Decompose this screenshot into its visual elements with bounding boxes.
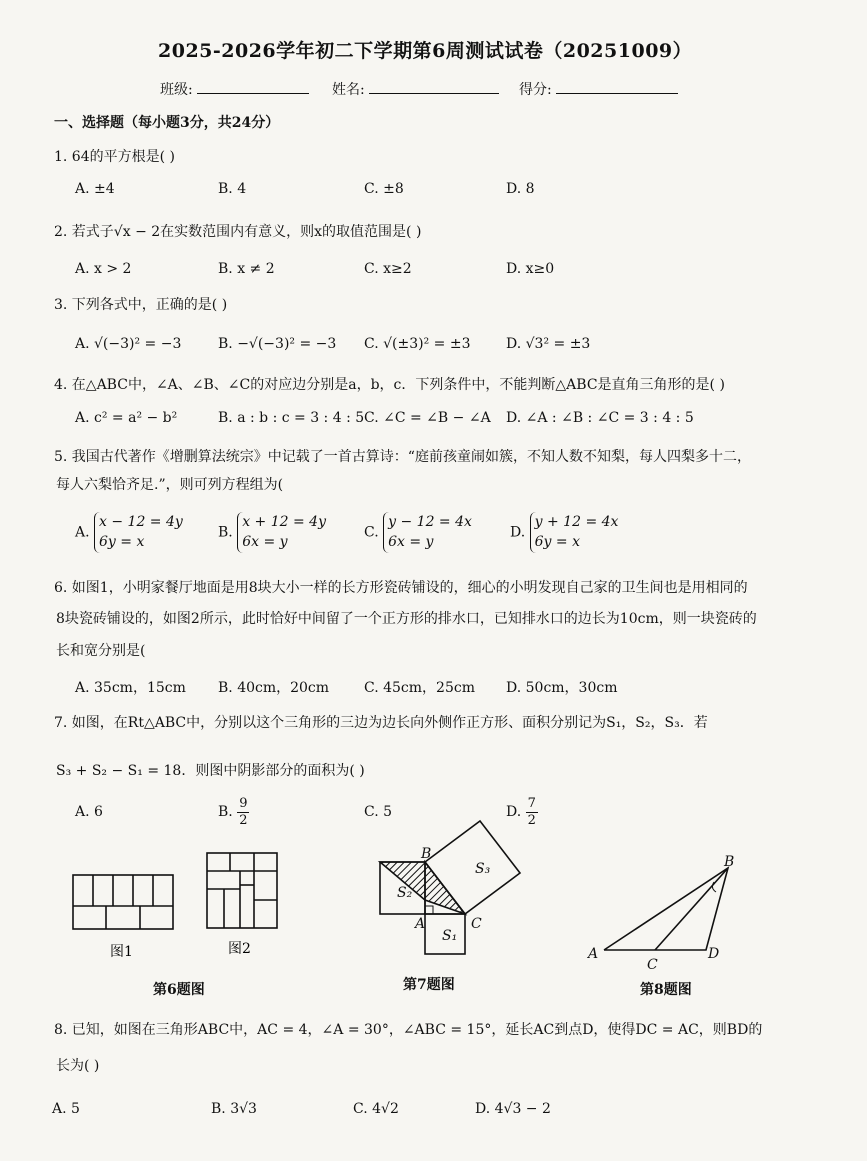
q5-option-a-label: A. (75, 524, 90, 541)
denominator: 2 (239, 812, 248, 828)
q5-option-b-label: B. (218, 524, 233, 541)
q2-option-b: B. x ≠ 2 (218, 261, 275, 277)
q7-option-a: A. 6 (75, 804, 103, 820)
figure-8-diagram (604, 868, 728, 950)
fig7-label-a: A (415, 916, 426, 932)
q6-option-b: B. 40cm，20cm (218, 680, 330, 696)
fig8-label-d: D (708, 946, 720, 962)
q8-option-b: B. 3√3 (211, 1101, 257, 1117)
q7-option-b-label: B. (218, 804, 233, 821)
equation: x + 12 = 4y (242, 514, 326, 530)
q4-option-b: B. a : b : c = 3 : 4 : 5 (218, 410, 365, 426)
q3-option-b: B. −√(−3)² = −3 (218, 336, 337, 352)
q8-stem-line2: 长为( ) (56, 1058, 100, 1074)
caption-fig8: 第8题图 (640, 982, 692, 998)
tile-layout-outline (207, 853, 277, 928)
caption-fig7: 第7题图 (403, 977, 455, 993)
q7-stem-line1: 7. 如图，在Rt△ABC中，分别以这个三角形的三边为边长向外侧作正方形、面积分别记为S₁，S₂，S₃．若 (54, 715, 708, 731)
q1-option-b: B. 4 (218, 181, 247, 197)
equation: y + 12 = 4x (534, 514, 619, 530)
q3-option-d: D. √3² = ±3 (506, 336, 591, 352)
fig8-label-a: A (588, 946, 599, 962)
fig1-label: 图1 (110, 944, 133, 960)
q7-stem-line2: S₃ + S₂ − S₁ = 18．则图中阴影部分的面积为( ) (56, 763, 365, 779)
q1-option-a: A. ±4 (75, 181, 115, 197)
q4-option-c: C. ∠C = ∠B − ∠A (364, 410, 491, 426)
q8-stem-line1: 8. 已知，如图在三角形ABC中，AC = 4，∠A = 30°，∠ABC = 15°，延长AC到点D，使得DC = AC，则BD的 (54, 1022, 763, 1038)
q6-option-c: C. 45cm，25cm (364, 680, 475, 696)
q1-stem: 1. 64的平方根是( ) (54, 149, 175, 165)
name-label: 姓名: (332, 82, 365, 98)
numerator: 9 (239, 796, 248, 811)
class-label: 班级: (160, 82, 193, 98)
score-label: 得分: (519, 82, 552, 98)
q4-stem: 4. 在△ABC中，∠A、∠B、∠C的对应边分别是a，b，c．下列条件中，不能判断△ABC是直角三角形的是( ) (54, 377, 725, 393)
q4-option-d: D. ∠A : ∠B : ∠C = 3 : 4 : 5 (506, 410, 694, 426)
equation: 6y = x (534, 534, 580, 551)
q3-stem: 3. 下列各式中，正确的是( ) (54, 297, 228, 313)
q6-stem-line2: 8块瓷砖铺设的，如图2所示，此时恰好中间留了一个正方形的排水口，已知排水口的边长为10cm，则一块瓷砖的 (56, 611, 757, 627)
q3-option-a: A. √(−3)² = −3 (75, 336, 182, 352)
q5-option-c-label: C. (364, 524, 379, 541)
fig8-label-b: B (724, 854, 735, 870)
fig2-label: 图2 (228, 941, 251, 957)
q5-option-d-label: D. (510, 524, 526, 541)
equation: y − 12 = 4x (388, 514, 472, 530)
fig7-label-b: B (421, 846, 432, 862)
q4-option-a: A. c² = a² − b² (75, 410, 178, 426)
fig8-label-c: C (647, 957, 658, 973)
fig7-label-s1: S₁ (442, 928, 458, 944)
q6-stem-line3: 长和宽分别是( (56, 643, 146, 659)
figure-1-tiles (73, 875, 173, 929)
equation: x − 12 = 4y (99, 514, 183, 530)
section-heading: 一、选择题（每小题3分，共24分） (54, 115, 280, 131)
q2-option-d: D. x≥0 (506, 261, 555, 277)
q6-option-a: A. 35cm，15cm (75, 680, 186, 696)
fig7-label-c: C (471, 916, 482, 932)
equation: 6x = y (388, 534, 434, 551)
q8-option-c: C. 4√2 (353, 1101, 399, 1117)
equation: 6y = x (99, 534, 145, 551)
q2-option-a: A. x > 2 (75, 261, 132, 277)
page-title: 2025-2026学年初二下学期第6周测试试卷（20251009） (158, 40, 693, 62)
q3-option-c: C. √(±3)² = ±3 (364, 336, 471, 352)
q7-option-d-label: D. (506, 804, 522, 821)
q8-option-d: D. 4√3 − 2 (475, 1101, 551, 1117)
numerator: 7 (527, 796, 536, 811)
fig7-label-s3: S₃ (475, 861, 491, 877)
q1-option-d: D. 8 (506, 181, 535, 197)
denominator: 2 (527, 812, 536, 828)
figure-2-tiles (207, 853, 277, 928)
equation: 6x = y (242, 534, 288, 551)
q6-option-d: D. 50cm，30cm (506, 680, 618, 696)
q8-option-a: A. 5 (52, 1101, 80, 1117)
tile-layout-outline (73, 875, 173, 929)
q7-option-c: C. 5 (364, 804, 393, 820)
q1-option-c: C. ±8 (364, 181, 404, 197)
q5-stem-line1: 5. 我国古代著作《增删算法统宗》中记载了一首古算诗：“庭前孩童闹如簇，不知人数不知梨，每人四梨多十二， (54, 449, 751, 465)
shaded-region (380, 862, 465, 914)
q2-stem: 2. 若式子√x − 2在实数范围内有意义，则x的取值范围是( ) (54, 224, 422, 240)
fig7-label-s2: S₂ (397, 885, 413, 901)
q5-stem-line2: 每人六梨恰齐足.”，则可列方程组为( (56, 477, 284, 493)
right-angle-mark (425, 906, 433, 914)
caption-fig6: 第6题图 (153, 982, 205, 998)
q2-option-c: C. x≥2 (364, 261, 412, 277)
q6-stem-line1: 6. 如图1，小明家餐厅地面是用8块大小一样的长方形瓷砖铺设的，细心的小明发现自己家的卫生间也是用相同的 (54, 580, 748, 596)
